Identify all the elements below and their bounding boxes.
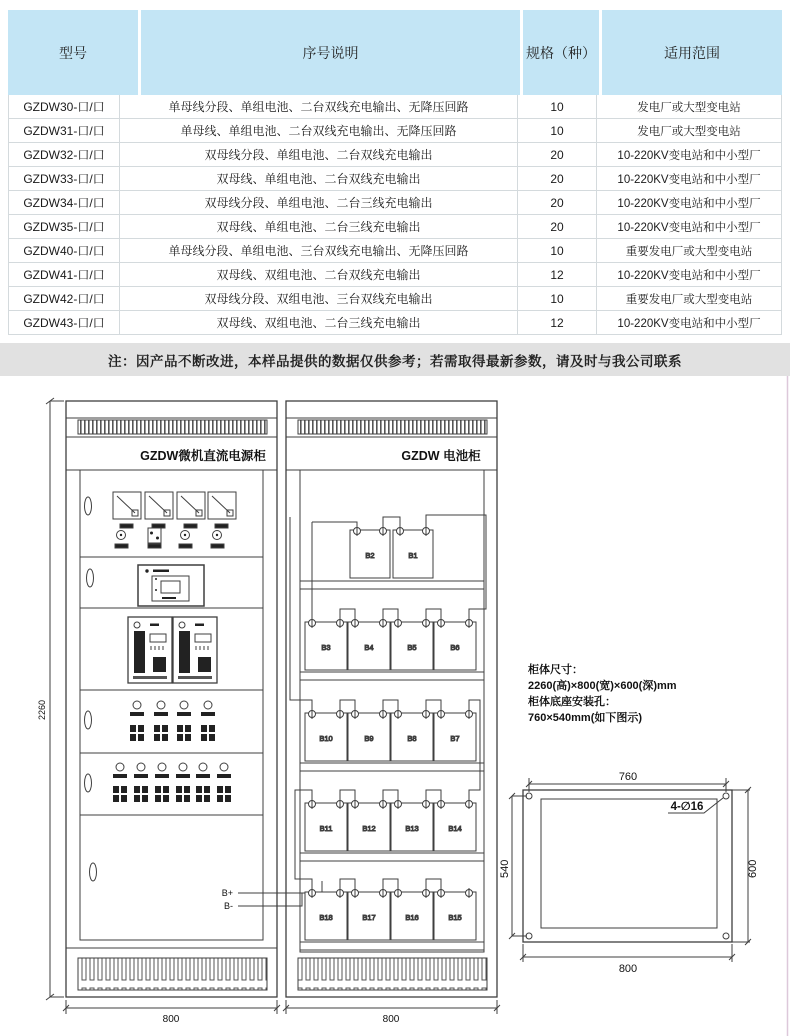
battery-cabinet	[283, 401, 500, 1025]
panel-meters	[113, 492, 236, 548]
model-cell: GZDW30-口/口	[9, 95, 120, 118]
header-spec: 规格（种）	[523, 10, 599, 95]
battery	[391, 888, 433, 940]
battery-label: B11	[319, 824, 333, 833]
spec-cell: 10	[518, 239, 597, 262]
range-cell: 重要发电厂或大型变电站	[625, 293, 753, 306]
spec-cell: 12	[518, 311, 597, 334]
bplus-label: B+	[221, 888, 233, 898]
panel-breakers-6	[113, 763, 231, 802]
size-note-line2: 2260(高)×800(宽)×600(深)mm	[528, 680, 677, 692]
battery-label: B8	[407, 734, 417, 743]
header-description: 序号说明	[141, 10, 520, 95]
desc-cell: 双母线、单组电池、二台双线充电输出	[120, 167, 518, 190]
base-bottom-dim: 800	[618, 963, 638, 975]
desc-cell: 双母线、双组电池、二台三线充电输出	[120, 311, 518, 334]
spec-cell: 10	[518, 119, 597, 142]
battery	[434, 618, 476, 670]
desc-cell: 双母线、单组电池、二台三线充电输出	[120, 215, 518, 238]
note-bar: 注：因产品不断改进，本样品提供的数据仅供参考；若需取得最新参数，请及时与我公司联系	[0, 343, 790, 376]
spec-cell: 10	[518, 287, 597, 310]
battery	[434, 709, 476, 761]
desc-cell: 双母线分段、双组电池、三台双线充电输出	[120, 287, 518, 310]
technical-drawing	[0, 376, 790, 1036]
mount-hole	[723, 793, 729, 799]
battery-label: B5	[407, 643, 417, 652]
spec-cell: 20	[518, 167, 597, 190]
battery	[348, 618, 390, 670]
model-cell: GZDW31-口/口	[9, 119, 120, 142]
header-model: 型号	[8, 10, 138, 95]
base-top-dim: 760	[618, 771, 638, 783]
model-cell: GZDW43-口/口	[9, 311, 120, 334]
mount-hole	[723, 933, 729, 939]
battery	[350, 526, 390, 578]
table-row	[9, 263, 781, 287]
battery-blocks	[305, 526, 476, 940]
desc-cell: 双母线分段、单组电池、二台双线充电输出	[120, 143, 518, 166]
left-width-dim-label: 800	[162, 1014, 180, 1025]
cabinet-size-notes	[528, 662, 677, 724]
model-cell: GZDW41-口/口	[9, 263, 120, 286]
size-note-line3: 柜体底座安装孔：	[528, 696, 616, 708]
battery	[305, 799, 347, 851]
battery-label: B4	[364, 643, 374, 652]
desc-cell: 单母线分段、单组电池、二台双线充电输出、无降压回路	[120, 95, 518, 118]
model-cell: GZDW42-口/口	[9, 287, 120, 310]
range-cell: 发电厂或大型变电站	[637, 125, 741, 138]
table-row	[9, 95, 781, 119]
battery	[305, 888, 347, 940]
table-row	[9, 119, 781, 143]
battery	[393, 526, 433, 578]
battery-label: B14	[448, 824, 462, 833]
table-header-row	[8, 10, 782, 95]
base-right-dim: 600	[747, 859, 759, 878]
model-cell: GZDW32-口/口	[9, 143, 120, 166]
spec-table-body	[8, 95, 782, 335]
model-cell: GZDW35-口/口	[9, 215, 120, 238]
dc-power-cabinet	[37, 398, 322, 1025]
battery	[348, 888, 390, 940]
battery-label: B3	[321, 643, 331, 652]
base-mount-diagram	[499, 771, 759, 975]
spec-table	[8, 10, 782, 335]
battery	[348, 709, 390, 761]
table-row	[9, 215, 781, 239]
size-note-line1: 柜体尺寸：	[528, 664, 583, 676]
desc-cell: 单母线、单组电池、二台双线充电输出、无降压回路	[120, 119, 518, 142]
range-cell: 10-220KV变电站和中小型厂	[617, 317, 761, 330]
header-range: 适用范围	[602, 10, 782, 95]
base-left-dim: 540	[499, 859, 511, 878]
battery-label: B10	[319, 734, 333, 743]
table-row	[9, 167, 781, 191]
table-row	[9, 191, 781, 215]
battery-label: B12	[362, 824, 376, 833]
battery	[305, 618, 347, 670]
battery-label: B15	[448, 913, 462, 922]
battery-label: B13	[405, 824, 419, 833]
spec-cell: 10	[518, 95, 597, 118]
battery	[434, 888, 476, 940]
cabinet-drawing-svg	[0, 376, 790, 1036]
height-dim-label: 2260	[37, 699, 47, 720]
model-cell: GZDW33-口/口	[9, 167, 120, 190]
battery-label: B7	[450, 734, 460, 743]
bminus-wire	[238, 893, 302, 906]
range-cell: 发电厂或大型变电站	[637, 101, 741, 114]
battery-label: B6	[450, 643, 460, 652]
range-cell: 10-220KV变电站和中小型厂	[617, 269, 761, 282]
battery-cabinet-title: GZDW 电池柜	[401, 449, 481, 463]
spec-cell: 20	[518, 143, 597, 166]
table-row	[9, 311, 781, 335]
range-cell: 重要发电厂或大型变电站	[625, 245, 753, 258]
battery	[391, 709, 433, 761]
table-row	[9, 143, 781, 167]
range-cell: 10-220KV变电站和中小型厂	[617, 149, 761, 162]
spec-cell: 20	[518, 191, 597, 214]
desc-cell: 双母线、双组电池、二台双线充电输出	[120, 263, 518, 286]
panel-breakers-4	[130, 701, 215, 741]
desc-cell: 单母线分段、单组电池、三台双线充电输出、无降压回路	[120, 239, 518, 262]
battery-label: B17	[362, 913, 376, 922]
battery	[348, 799, 390, 851]
size-note-line4: 760×540mm(如下图示)	[528, 712, 643, 724]
panel-monitor	[138, 565, 204, 606]
range-cell: 10-220KV变电站和中小型厂	[617, 197, 761, 210]
model-cell: GZDW34-口/口	[9, 191, 120, 214]
model-cell: GZDW40-口/口	[9, 239, 120, 262]
battery-label: B16	[405, 913, 419, 922]
bminus-label: B-	[224, 901, 233, 911]
battery-label: B9	[364, 734, 374, 743]
battery-label: B2	[365, 551, 375, 560]
dc-cabinet-title: GZDW微机直流电源柜	[140, 449, 266, 463]
table-row	[9, 239, 781, 263]
battery	[391, 799, 433, 851]
table-row	[9, 287, 781, 311]
door-handle-icons	[85, 497, 97, 881]
battery-label: B18	[319, 913, 333, 922]
battery-label: B1	[408, 551, 418, 560]
spec-cell: 20	[518, 215, 597, 238]
battery	[305, 709, 347, 761]
panel-chargers	[128, 617, 217, 683]
right-width-dim-label: 800	[382, 1014, 400, 1025]
range-cell: 10-220KV变电站和中小型厂	[617, 173, 761, 186]
spec-cell: 12	[518, 263, 597, 286]
range-cell: 10-220KV变电站和中小型厂	[617, 221, 761, 234]
desc-cell: 双母线分段、单组电池、二台三线充电输出	[120, 191, 518, 214]
battery	[391, 618, 433, 670]
holes-label: 4-∅16	[670, 801, 704, 813]
battery	[434, 799, 476, 851]
